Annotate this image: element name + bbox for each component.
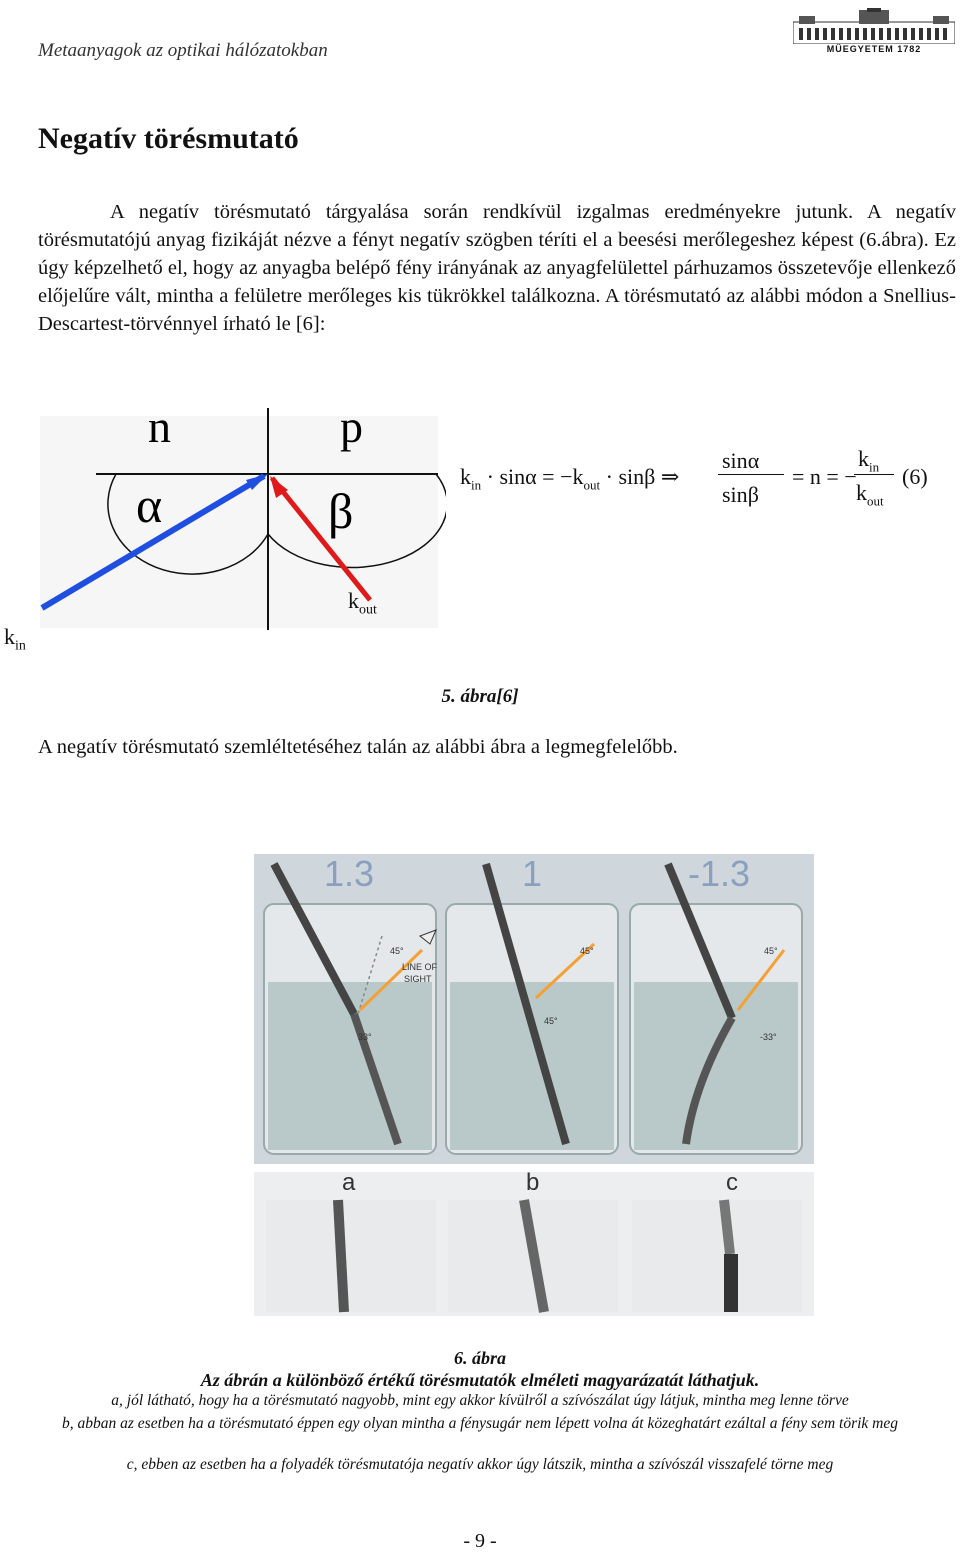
snell-equation	[460, 440, 940, 530]
refraction-diagram	[36, 398, 446, 630]
label-k-in: $k_{in}$	[4, 624, 26, 654]
label-p: p	[340, 401, 363, 452]
eq-frac2-num: $k_{in}$	[858, 446, 880, 475]
glass-b	[446, 864, 618, 1154]
label-beta: β	[328, 483, 354, 539]
section-title: Negatív törésmutató	[38, 122, 299, 155]
svg-text:45°: 45°	[580, 946, 594, 956]
eq-number: (6)	[902, 464, 928, 489]
eq-frac-line	[718, 474, 784, 475]
running-header: Metaanyagok az optikai hálózatokban	[38, 40, 328, 61]
glasses-figure	[254, 854, 814, 1316]
eq-frac-den: sinβ	[722, 482, 759, 507]
body-paragraph-1: A negatív törésmutató tárgyalása során rendkívül izgalmas eredményekre jutunk. A negatív törésmutatójú anyag fizikáját nézve a fényt negatív szögben téríti el a beesési merőlegeshez képest (6.ábra). Ez úgy képzelhető el, hogy az anyagba belépő fény irányának az anyagfelülettel párhuzamos összetevője ellenkező előjelűre vált, mintha a felületre merőleges kis tükrökkel találkozna. A törésmutató az alábbi módon a Snellius-Descartest-törvénnyel írható le [6]:	[38, 201, 956, 335]
svg-text:45°: 45°	[764, 946, 778, 956]
figure6-caption-b: b, abban az esetben ha a törésmutató éppen egy olyan mintha a fénysugár nem lépett volna át közeghatárt ezáltal a fény sem törik meg	[62, 1415, 898, 1432]
case-label-c: c	[726, 1169, 738, 1196]
eq-frac2-line	[854, 474, 894, 475]
label-n: n	[148, 401, 171, 452]
glass-c	[630, 864, 802, 1154]
index-label-c: -1.3	[688, 854, 751, 894]
svg-text:33°: 33°	[358, 1032, 372, 1042]
closeup-b	[448, 1200, 618, 1312]
glass-a	[264, 864, 438, 1154]
index-label-b: 1	[522, 854, 543, 894]
case-label-a: a	[342, 1169, 356, 1196]
figure5-caption: 5. ábra[6]	[441, 686, 519, 707]
index-label-a: 1.3	[324, 854, 375, 894]
building-icon	[793, 8, 955, 44]
label-k-out: $k_{out}$	[348, 588, 377, 618]
eq-frac2-den: $k_{out}$	[856, 480, 884, 509]
svg-text:-33°: -33°	[760, 1032, 777, 1042]
closeup-c	[632, 1200, 802, 1312]
label-alpha: α	[136, 477, 163, 533]
eq-lhs: $k_{in} \cdot \sin\alpha = -k_{out} \cdot \sin\beta$ ⇒	[460, 464, 680, 493]
svg-text:SIGHT: SIGHT	[404, 974, 432, 984]
figure6-caption-a: a, jól látható, hogy ha a törésmutató nagyobb, mint egy akkor kívülről a szívószálat úgy látjuk, mintha meg lenne törve	[111, 1392, 849, 1409]
university-logo	[793, 8, 955, 54]
case-label-b: b	[526, 1169, 540, 1196]
svg-text:45°: 45°	[544, 1016, 558, 1026]
figure6-caption-title: 6. ábra	[453, 1348, 506, 1368]
body-paragraph-2: A negatív törésmutató szemléltetéséhez talán az alábbi ábra a legmegfelelőbb.	[38, 736, 678, 758]
eq-middle: = n = −	[792, 464, 857, 489]
svg-text:LINE OF: LINE OF	[402, 962, 438, 972]
eq-frac-num: sinα	[722, 448, 760, 473]
page-number: - 9 -	[463, 1530, 497, 1552]
figure6-caption-main: Az ábrán a különböző értékű törésmutatók elméleti magyarázatát láthatjuk.	[200, 1370, 760, 1390]
logo-text: MŰEGYETEM 1782	[826, 44, 922, 54]
closeup-a	[266, 1200, 436, 1312]
svg-text:45°: 45°	[390, 946, 404, 956]
figure6-caption-c: c, ebben az esetben ha a folyadék törésmutatója negatív akkor úgy látszik, mintha a szívószál visszafelé törne meg	[126, 1456, 834, 1473]
